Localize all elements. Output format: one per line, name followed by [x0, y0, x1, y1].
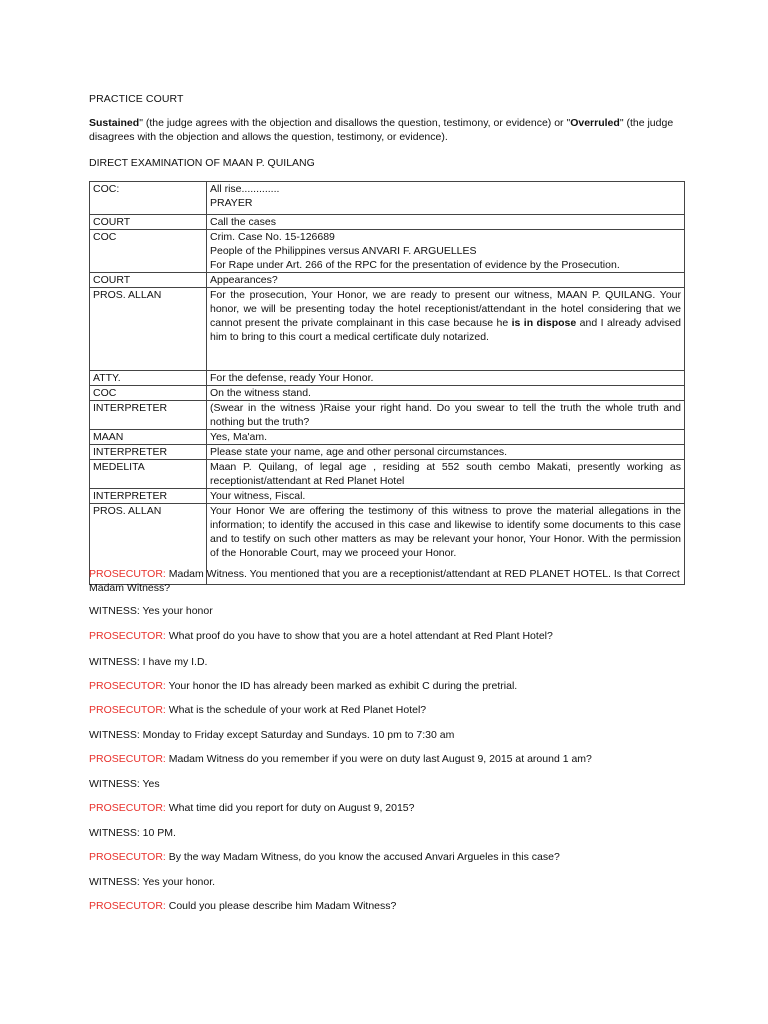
exchange-text: Could you please describe him Madam Witness?: [165, 900, 397, 912]
exchange-line: [89, 604, 685, 618]
speaker-cell: MEDELITA: [90, 460, 207, 489]
witness-label: WITNESS:: [89, 729, 140, 741]
exchange-line: [89, 679, 685, 693]
exchange-text: What proof do you have to show that you are a hotel attendant at Red Plant Hotel?: [165, 630, 553, 642]
exchange-line: [89, 703, 685, 717]
table-row: [90, 430, 685, 445]
exchange-line: [89, 777, 685, 791]
prosecutor-label: PROSECUTOR:: [89, 802, 166, 814]
court-script-table: [89, 181, 685, 585]
speaker-cell: COC: [90, 386, 207, 401]
exchange-text: Yes your honor.: [139, 876, 216, 888]
exchange-text: What is the schedule of your work at Red Planet Hotel?: [165, 704, 427, 716]
exchange-text: Yes: [139, 778, 160, 790]
sustained-term: Sustained: [89, 117, 140, 129]
dialogue-cell: [207, 230, 685, 273]
witness-label: WITNESS:: [89, 656, 140, 668]
witness-label: WITNESS:: [89, 827, 140, 839]
table-row: [90, 288, 685, 371]
dialogue-cell: On the witness stand.: [207, 386, 685, 401]
overruled-definition: " (the judge disagrees with the objection and allows the question, testimony, or evidence).: [89, 117, 674, 143]
table-row: [90, 230, 685, 273]
exchange-text: Yes your honor: [139, 605, 213, 617]
dialogue-line: All rise.............: [210, 183, 280, 195]
speaker-cell: ATTY.: [90, 371, 207, 386]
dialogue-text: For the prosecution, Your Honor, we are ready to present our witness, MAAN P. QUILANG. Your honor, we will be presenting today the hotel receptionist/attendant in the hotel considering that we cannot present the private complainant in this case because he: [210, 289, 681, 329]
exchange-line: [89, 899, 685, 913]
dialogue-cell: Appearances?: [207, 273, 685, 288]
speaker-cell: COC: [90, 230, 207, 273]
exchange-line: [89, 752, 685, 766]
prosecutor-label: PROSECUTOR:: [89, 704, 166, 716]
table-row: [90, 371, 685, 386]
table-row: [90, 386, 685, 401]
exchange-text: Monday to Friday except Saturday and Sundays. 10 pm to 7:30 am: [139, 729, 455, 741]
prosecutor-label: PROSECUTOR:: [89, 900, 166, 912]
ruling-definitions: [89, 116, 685, 144]
speaker-cell: COC:: [90, 182, 207, 215]
exchange-line: [89, 655, 685, 669]
dialogue-cell: Your Honor We are offering the testimony of this witness to prove the material allegations in the information; to identify the accused in this case and likewise to identify some documents to this case and to testify on such other matters as may be relevant your honor, Your Honor. With the permission of the Honorable Court, may we proceed your Honor.: [207, 504, 685, 585]
exchange-text: Madam Witness. You mentioned that you are a receptionist/attendant at RED PLANET HOTEL. Is that Correct Madam Witness?: [89, 568, 680, 594]
dialogue-cell: (Swear in the witness )Raise your right hand. Do you swear to tell the truth the whole truth and nothing but the truth?: [207, 401, 685, 430]
prosecutor-label: PROSECUTOR:: [89, 568, 166, 580]
table-row: [90, 460, 685, 489]
speaker-cell: COURT: [90, 215, 207, 230]
exchange-line: [89, 629, 685, 643]
table-row: [90, 182, 685, 215]
dialogue-cell: Your witness, Fiscal.: [207, 489, 685, 504]
dialogue-cell: Yes, Ma'am.: [207, 430, 685, 445]
table-row: [90, 273, 685, 288]
witness-label: WITNESS:: [89, 605, 140, 617]
dialogue-cell: Call the cases: [207, 215, 685, 230]
speaker-cell: PROS. ALLAN: [90, 504, 207, 585]
exchange-text: I have my I.D.: [139, 656, 208, 668]
exchange-line: [89, 567, 685, 595]
dialogue-cell: For the defense, ready Your Honor.: [207, 371, 685, 386]
witness-label: WITNESS:: [89, 876, 140, 888]
speaker-cell: INTERPRETER: [90, 445, 207, 460]
dialogue-cell: [207, 288, 685, 371]
table-row: [90, 401, 685, 430]
exchange-text: 10 PM.: [139, 827, 176, 839]
dialogue-text: and I already advised him to bring to this court a medical certificate duly notarized.: [210, 317, 681, 343]
dialogue-cell: Please state your name, age and other personal circumstances.: [207, 445, 685, 460]
table-row: [90, 215, 685, 230]
sustained-definition: " (the judge agrees with the objection and disallows the question, testimony, or evidence) or ": [139, 117, 571, 129]
prosecutor-label: PROSECUTOR:: [89, 680, 166, 692]
exchange-line: [89, 850, 685, 864]
table-row: [90, 445, 685, 460]
section-heading: DIRECT EXAMINATION OF MAAN P. QUILANG: [89, 157, 315, 169]
speaker-cell: PROS. ALLAN: [90, 288, 207, 371]
speaker-cell: INTERPRETER: [90, 401, 207, 430]
exchange-line: [89, 826, 685, 840]
exchange-line: [89, 875, 685, 889]
exchange-text: Madam Witness do you remember if you were on duty last August 9, 2015 at around 1 am?: [165, 753, 592, 765]
prosecutor-label: PROSECUTOR:: [89, 630, 166, 642]
speaker-cell: MAAN: [90, 430, 207, 445]
dialogue-bold-text: is in dispose: [511, 317, 577, 329]
overruled-term: Overruled: [570, 117, 620, 129]
witness-label: WITNESS:: [89, 778, 140, 790]
document-title: PRACTICE COURT: [89, 93, 184, 105]
speaker-cell: COURT: [90, 273, 207, 288]
dialogue-line: Crim. Case No. 15-126689: [210, 231, 335, 243]
dialogue-line: For Rape under Art. 266 of the RPC for the presentation of evidence by the Prosecution.: [210, 259, 620, 271]
dialogue-line: People of the Philippines versus ANVARI F. ARGUELLES: [210, 245, 477, 257]
exchange-text: Your honor the ID has already been marked as exhibit C during the pretrial.: [165, 680, 518, 692]
dialogue-cell: Maan P. Quilang, of legal age , residing at 552 south cembo Makati, presently working as receptionist/attendant at Red Planet Hotel: [207, 460, 685, 489]
prosecutor-label: PROSECUTOR:: [89, 753, 166, 765]
prosecutor-label: PROSECUTOR:: [89, 851, 166, 863]
table-row: [90, 489, 685, 504]
exchange-text: By the way Madam Witness, do you know the accused Anvari Argueles in this case?: [165, 851, 560, 863]
exchange-line: [89, 801, 685, 815]
exchange-line: [89, 728, 685, 742]
dialogue-line: PRAYER: [210, 197, 253, 209]
speaker-cell: INTERPRETER: [90, 489, 207, 504]
exchange-text: What time did you report for duty on August 9, 2015?: [165, 802, 415, 814]
dialogue-cell: [207, 182, 685, 215]
